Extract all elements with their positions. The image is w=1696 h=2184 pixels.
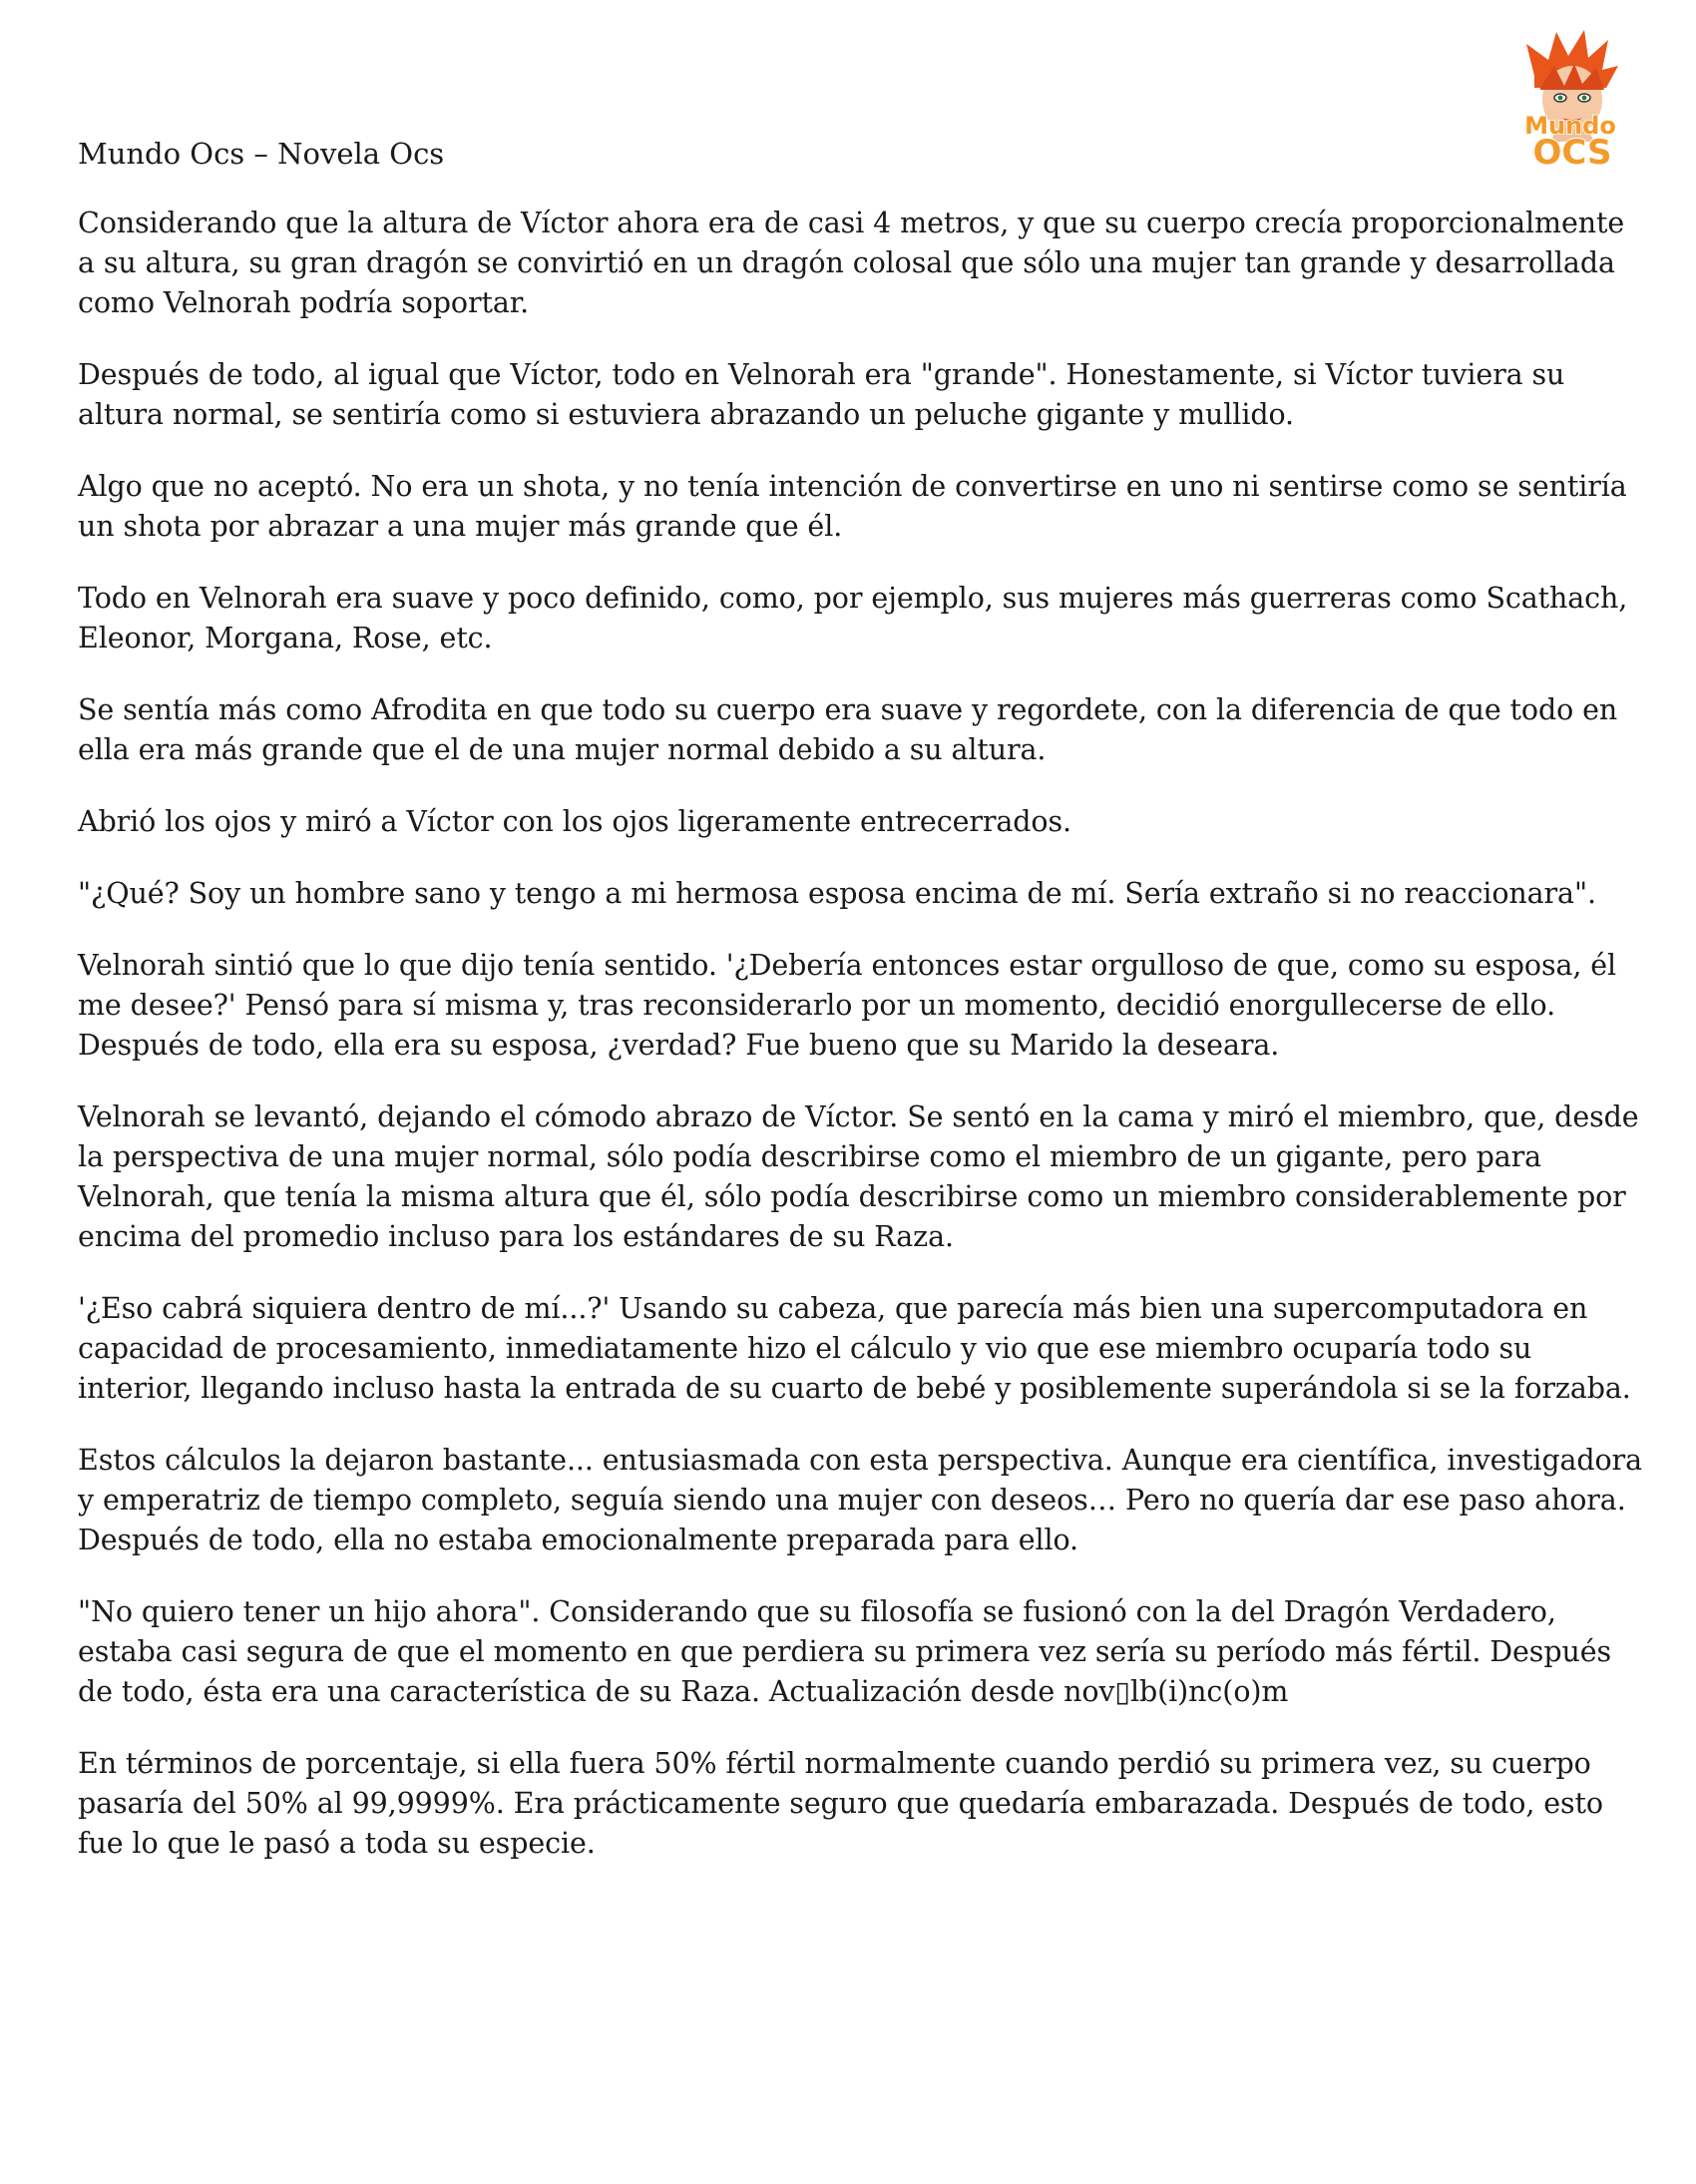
paragraph: En términos de porcentaje, si ella fuera 50% fértil normalmente cuando perdió su primera vez, su cuerpo pasaría del 50% al 99,9999%. Era prácticamente seguro que quedaría embarazada. Después de todo, esto fue lo que le pasó a toda su especie.: [78, 1747, 1603, 1860]
paragraph: Todo en Velnorah era suave y poco definido, como, por ejemplo, sus mujeres más guerreras como Scathach, Eleonor, Morgana, Rose, etc.: [78, 582, 1628, 655]
paragraph: '¿Eso cabrá siquiera dentro de mí...?' Usando su cabeza, que parecía más bien una supercomputadora en capacidad de procesamiento, inmediatamente hizo el cálculo y vio que ese miembro ocuparía todo su interior, llegando incluso hasta la entrada de su cuarto de bebé y posiblemente superándola si se la forzaba.: [78, 1292, 1631, 1405]
paragraph: Estos cálculos la dejaron bastante... entusiasmada con esta perspectiva. Aunque era científica, investigadora y emperatriz de tiempo completo, seguía siendo una mujer con deseos… Pero no quería dar ese paso ahora. Después de todo, ella no estaba emocionalmente preparada para ello.: [78, 1444, 1642, 1556]
paragraph: Abrió los ojos y miró a Víctor con los ojos ligeramente entrecerrados.: [78, 805, 1071, 838]
paragraph: "No quiero tener un hijo ahora". Considerando que su filosofía se fusionó con la del Dragón Verdadero, estaba casi segura de que el momento en que perdiera su primera vez sería su período más fértil. Después de todo, ésta era una característica de su Raza. Actualización desde nov▯lb(i)nc(o)m: [78, 1595, 1612, 1708]
paragraph: "¿Qué? Soy un hombre sano y tengo a mi hermosa esposa encima de mí. Sería extraño si no reaccionara".: [78, 877, 1596, 910]
paragraph: Velnorah se levantó, dejando el cómodo abrazo de Víctor. Se sentó en la cama y miró el miembro, que, desde la perspectiva de una mujer normal, sólo podía describirse como el miembro de un gigante, pero para Velnorah, que tenía la misma altura que él, sólo podía describirse como un miembro considerablemente por encima del promedio incluso para los estándares de su Raza.: [78, 1100, 1639, 1253]
logo-text-ocs: OCS: [1532, 133, 1612, 173]
page-header-title: Mundo Ocs – Novela Ocs: [78, 137, 445, 171]
paragraph: Considerando que la altura de Víctor ahora era de casi 4 metros, y que su cuerpo crecía proporcionalmente a su altura, su gran dragón se convirtió en un dragón colosal que sólo una mujer tan grande y desarrollada como Velnorah podría soportar.: [78, 207, 1625, 319]
paragraph: Se sentía más como Afrodita en que todo su cuerpo era suave y regordete, con la diferencia de que todo en ella era más grande que el de una mujer normal debido a su altura.: [78, 693, 1618, 766]
mundo-ocs-logo: [1504, 26, 1636, 174]
document-body: [78, 204, 1644, 1896]
paragraph: Algo que no aceptó. No era un shota, y no tenía intención de convertirse en uno ni sentirse como se sentiría un shota por abrazar a una mujer más grande que él.: [78, 470, 1627, 543]
paragraph: Velnorah sintió que lo que dijo tenía sentido. '¿Debería entonces estar orgulloso de que, como su esposa, él me desee?' Pensó para sí misma y, tras reconsiderarlo por un momento, decidió enorgullecerse de ello. Después de todo, ella era su esposa, ¿verdad? Fue bueno que su Marido la deseara.: [78, 949, 1617, 1062]
logo-text-mundo: Mundo: [1524, 112, 1616, 140]
paragraph: Después de todo, al igual que Víctor, todo en Velnorah era "grande". Honestamente, si Víctor tuviera su altura normal, se sentiría como si estuviera abrazando un peluche gigante y mullido.: [78, 358, 1565, 431]
